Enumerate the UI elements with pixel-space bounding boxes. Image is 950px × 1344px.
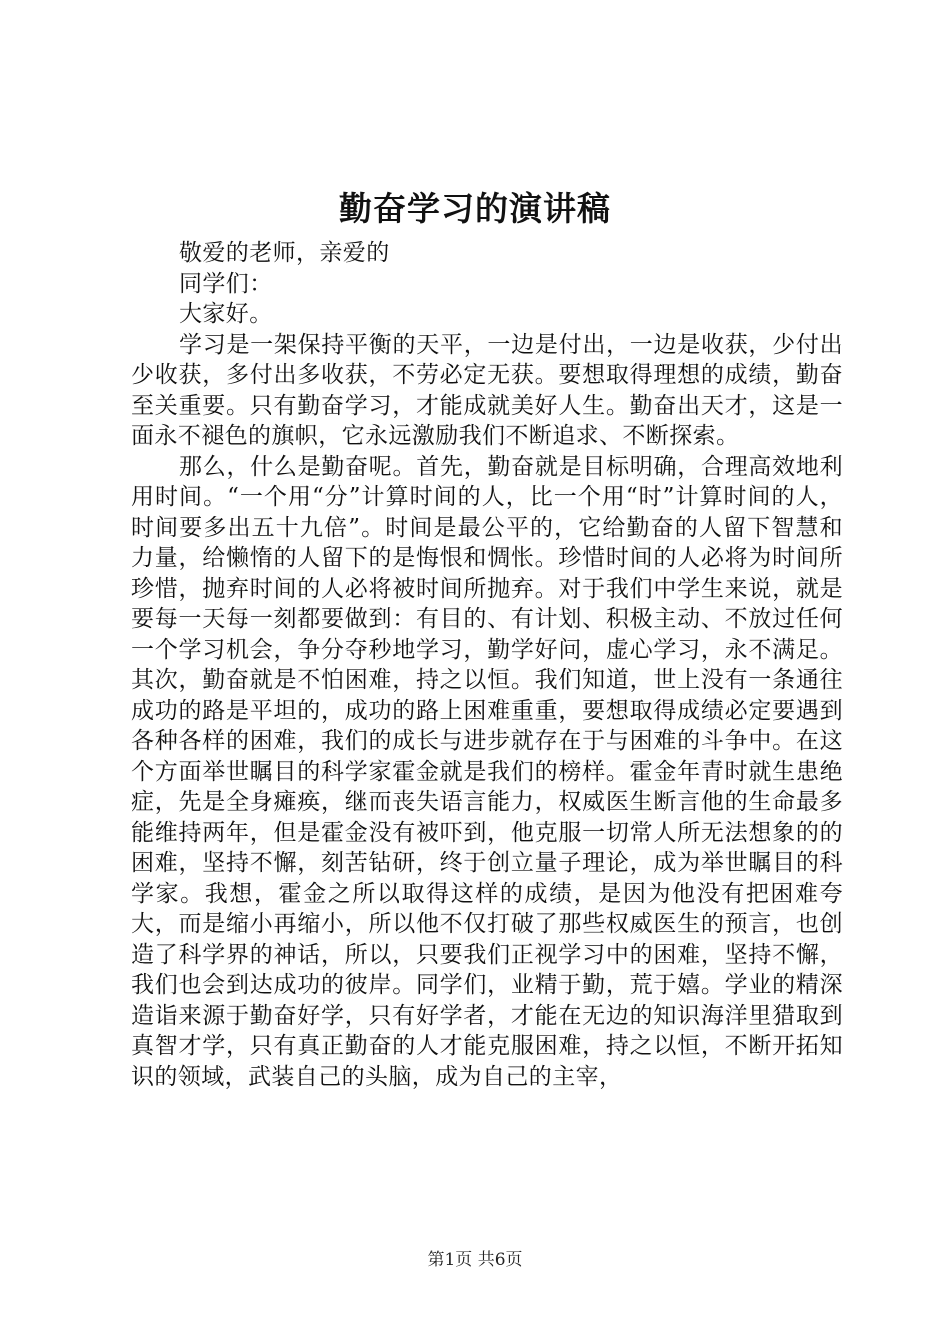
body-paragraph-1: 学习是一架保持平衡的天平，一边是付出，一边是收获，少付出少收获，多付出多收获，不劳必定无获。要想取得理想的成绩，勤奋至关重要。只有勤奋学习，才能成就美好人生。勤奋出天才，这是一面永不褪色的旗帜，它永远激励我们不断追求、不断探索。 [131,331,843,449]
greeting-line: 大家好。 [179,301,273,327]
document-body [131,238,843,1092]
body-paragraph-2: 那么，什么是勤奋呢。首先，勤奋就是目标明确，合理高效地利用时间。“一个用“分”计算时间的人，比一个用“时”计算时间的人，时间要多出五十九倍”。时间是最公平的，它给勤奋的人留下智慧和力量，给懒惰的人留下的是悔恨和惆怅。珍惜时间的人必将为时间所珍惜，抛弃时间的人必将被时间所抛弃。对于我们中学生来说，就是要每一天每一刻都要做到：有目的、有计划、积极主动、不放过任何一个学习机会，争分夺秒地学习，勤学好问，虚心学习，永不满足。其次，勤奋就是不怕困难，持之以恒。我们知道，世上没有一条通往成功的路是平坦的，成功的路上困难重重，要想取得成绩必定要遇到各种各样的困难，我们的成长与进步就存在于与困难的斗争中。在这个方面举世瞩目的科学家霍金就是我们的榜样。霍金年青时就生患绝症，先是全身瘫痪，继而丧失语言能力，权威医生断言他的生命最多能维持两年，但是霍金没有被吓到，他克服一切常人所无法想象的的困难，坚持不懈，刻苦钻研，终于创立量子理论，成为举世瞩目的科学家。我想，霍金之所以取得这样的成绩，是因为他没有把困难夸大，而是缩小再缩小，所以他不仅打破了那些权威医生的预言，也创造了科学界的神话，所以，只要我们正视学习中的困难，坚持不懈，我们也会到达成功的彼岸。同学们，业精于勤，荒于嬉。学业的精深造诣来源于勤奋好学，只有好学者，才能在无边的知识海洋里猎取到真智才学，只有真正勤奋的人才能克服困难，持之以恒，不断开拓知识的领域，武装自己的头脑，成为自己的主宰， [131,453,843,1090]
salutation-line-1: 敬爱的老师，亲爱的 [179,240,390,266]
page-footer: 第1页 共6页 [427,1250,523,1270]
salutation-line-2: 同学们： [179,270,273,297]
document-title: 勤奋学习的演讲稿 [339,189,611,228]
